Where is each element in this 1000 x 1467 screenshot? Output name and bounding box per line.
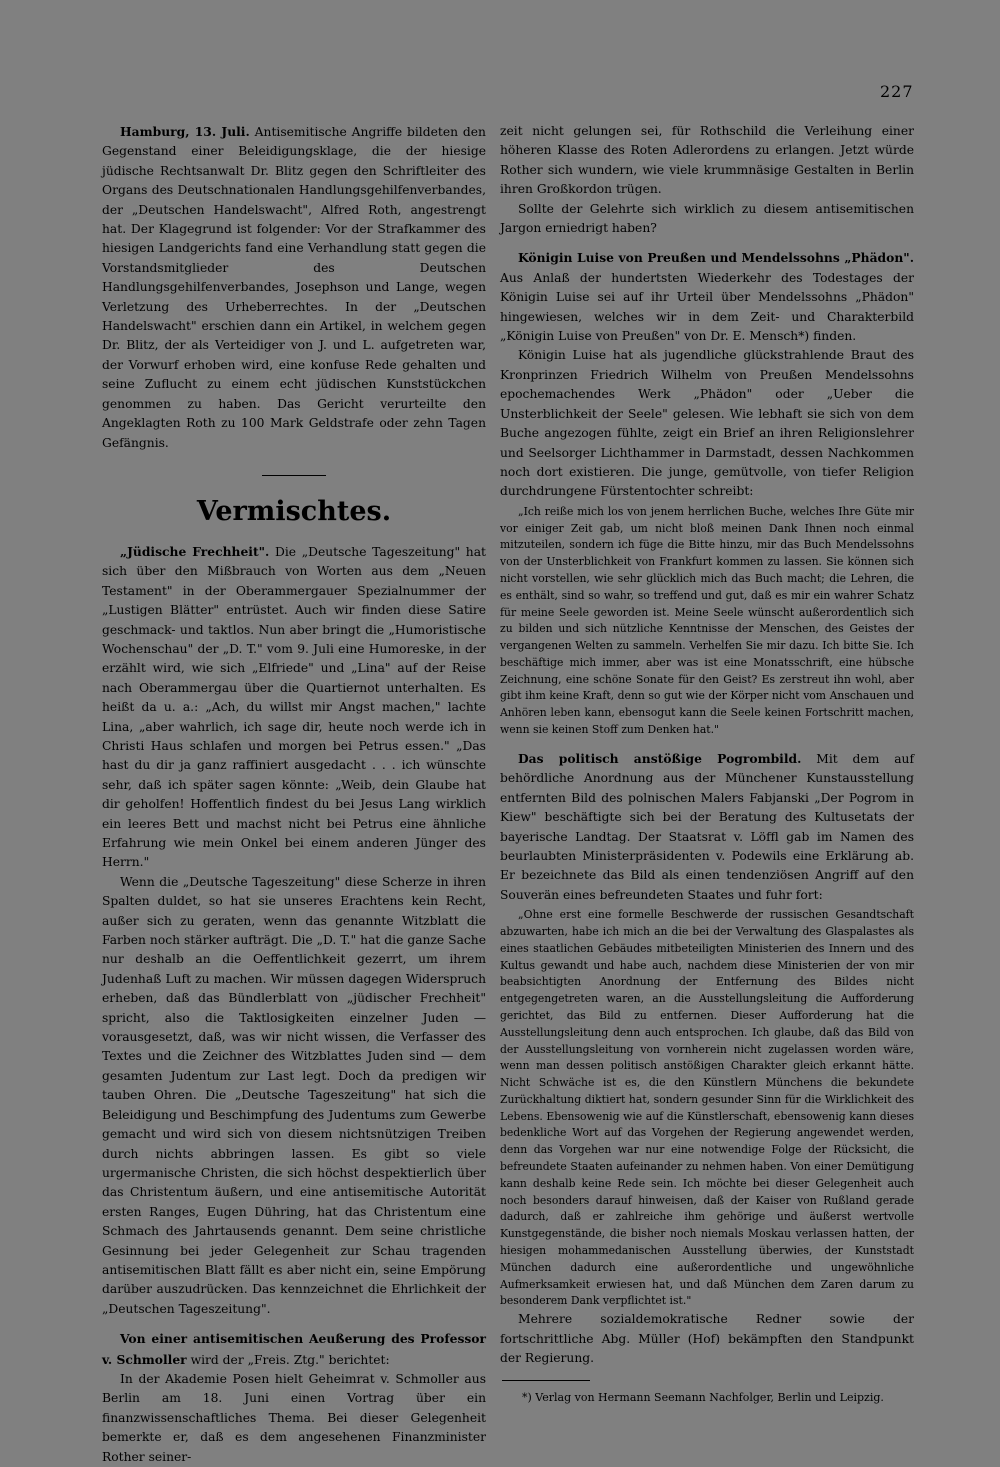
article-pogrom-p2: Mehrere sozialdemokratische Redner sowie der fortschrittliche Abg. Müller (Hof) bekämpften den Standpunkt der Regierung. xyxy=(500,1312,914,1366)
separator-rule xyxy=(262,475,326,476)
article-luise-quote: „Ich reiße mich los von jenem herrlichen Buche, welches Ihre Güte mir vor einiger Zeit gab, um nicht bloß meinen Dank Ihnen noch einmal mitzuteilen, sondern ich füge die Bitte hinzu, mir das Buch Mendelssohns von der Unsterblichkeit von Frankfurt kommen zu lassen. Sie können sich nicht vorstellen, wie sehr glücklich mich das Buch macht; die Lehren, die es enthält, sind so wahr, so treffend und gut, daß es mir ein wahrer Schatz für meine Seele geworden ist. Meine Seele wünscht außerordentlich sich zu bilden und sich nützliche Kenntnisse der Menschen, des Geistes der vergangenen Welten zu sammeln. Verhelfen Sie mir dazu. Ich bitte Sie. Ich beschäftige mich immer, aber was ist eine Monatsschrift, eine hübsche Zeichnung, eine schöne Sonate für den Geist? Es zerstreut ihn wohl, aber gibt ihm keine Kraft, denn so gut wie der Körper nicht vom Anschauen und Anhören leben kann, ebensogut kann die Seele keinen Fortschritt machen, wenn sie keinen Stoff zum Denken hat." xyxy=(500,504,914,737)
article-schmoller-p1: In der Akademie Posen hielt Geheimrat v. Schmoller aus Berlin am 18. Juni einen Vortrag über ein finanzwissenschaftliches Thema. Bei dieser Gelegenheit bemerkte er, daß es dem angesehenen Finanzminister Rother seiner- xyxy=(102,1371,486,1464)
article-schmoller xyxy=(102,1329,486,1370)
right-column xyxy=(500,122,914,1406)
article-pogrom-heading: Das politisch anstößige Pogrombild. xyxy=(518,750,802,766)
article-frechheit-heading: „Jüdische Frechheit". xyxy=(120,543,270,559)
article-hamburg-text: Antisemitische Angriffe bildeten den Gegenstand einer Beleidigungsklage, die der hiesige jüdische Rechtsanwalt Dr. Blitz gegen den Schriftleiter des Organs des Deutschnationalen Handlungsgehilfenverbandes, der „Deutschen Handelswacht", Alfred Roth, angestrengt hat. Der Klagegrund ist folgender: Vor der Strafkammer des hiesigen Landgerichts fand eine Verhandlung statt gegen die Vorstandsmitglieder des Deutschen Handlungsgehilfenverbandes, Josephson und Lange, wegen Verletzung des Urheberrechtes. In der „Deutschen Handelswacht" erschien dann ein Artikel, in welchem gegen Dr. Blitz, der als Verteidiger von J. und L. aufgetreten war, der Vorwurf erhoben wird, eine konfuse Rede gehalten und seine Zuflucht zu einem echt jüdischen Kunststückchen genommen zu haben. Das Gericht verurteilte den Angeklagten Roth zu 100 Mark Geldstrafe oder zehn Tagen Gefängnis. xyxy=(102,125,486,450)
article-pogrom xyxy=(500,749,914,905)
article-schmoller-continued: zeit nicht gelungen sei, für Rothschild die Verleihung einer höheren Klasse des Roten Adlerordens zu erlangen. Jetzt würde Rother sich wundern, wie viele krummnäsige Gestalten in Berlin ihren Großkordon trügen. xyxy=(500,124,914,197)
article-hamburg xyxy=(102,122,486,453)
article-schmoller-heading: Von einer antisemitischen Aeußerung des Professor v. Schmoller xyxy=(102,1331,486,1367)
article-frechheit-p2: Wenn die „Deutsche Tageszeitung" diese Scherze in ihren Spalten duldet, so hat sie unseres Erachtens kein Recht, außer sich zu geraten, wenn das genannte Witzblatt die Farben noch stärker aufträgt. Die „D. T." hat die ganze Sache nur deshalb an die Oeffentlichkeit gezerrt, um ihrem Judenhaß Luft zu machen. Wir müssen dagegen Widerspruch erheben, daß das Bündlerblatt von „jüdischer Frechheit" spricht, also die Taktlosigkeiten einzelner Juden — vorausgesetzt, daß, was wir nicht wissen, die Verfasser des Textes und die Zeichner des Witzblattes Juden sind — dem gesamten Judentum zur Last legt. Doch da predigen wir tauben Ohren. Die „Deutsche Tageszeitung" hat sich die Beleidigung und Beschimpfung des Judentums zum Gewerbe gemacht und wird sich von diesem nichtsnützigen Treiben durch nichts abbringen lassen. Es gibt so viele urgermanische Christen, die sich höchst despektierlich über das Christentum äußern, und eine antisemitische Autorität ersten Ranges, Eugen Dühring, hat das Christentum eine Schmach des Jahrtausends genannt. Dem seine christliche Gesinnung bei jeder Gelegenheit zur Schau tragenden antisemitischen Blatt fällt es aber nicht ein, seine Empörung darüber auszudrücken. Das kennzeichnet die Ehrlichkeit der „Deutschen Tageszeitung". xyxy=(102,874,486,1316)
article-pogrom-quote: „Ohne erst eine formelle Beschwerde der russischen Gesandtschaft abzuwarten, habe ich mich an die bei der Verwaltung des Glaspalastes als eines staatlichen Gebäudes mitbeteiligten Ministerien des Innern und des Kultus gewandt und habe auch, nachdem diese Ministerien der von mir beabsichtigten Anordnung der Entfernung des Bildes nicht entgegengetreten waren, an die Ausstellungsleitung die Aufforderung gerichtet, das Bild zu entfernen. Dieser Aufforderung hat die Ausstellungsleitung denn auch entsprochen. Ich glaube, daß das Bild von der Ausstellungsleitung von vornherein nicht zugelassen worden wäre, wenn man dessen politisch anstößigen Charakter gleich erkannt hätte. Nicht Schwäche ist es, die den Künstlern Münchens die bekundete Zurückhaltung diktiert hat, sondern gesunder Sinn für die Wirklichkeit des Lebens. Ebensowenig wie auf die Künstlerschaft, ebensowenig kann dieses bedenkliche Wort auf das Vorgehen der Regierung angewendet werden, denn das Vorgehen war nur eine notwendige Folge der Rücksicht, die befreundete Staaten aufeinander zu nehmen haben. Von einer Demütigung kann deshalb keine Rede sein. Ich möchte bei dieser Gelegenheit auch noch besonders darauf hinweisen, daß der Kaiser von Rußland gerade dadurch, daß er zahlreiche ihm gehörige und äußerst wertvolle Kunstgegenstände, die bisher noch niemals Moskau verlassen hatten, der hiesigen mohammedanischen Ausstellung überwies, der Kunststadt München dadurch eine außerordentliche und ungewöhnliche Aufmerksamkeit erwiesen hat, und daß München dem Zaren darum zu besonderem Dank verpflichtet ist." xyxy=(500,908,914,1308)
article-pogrom-p1: Mit dem auf behördliche Anordnung aus der Münchener Kunstausstellung entfernten Bild des polnischen Malers Fabjanski „Der Pogrom in Kiew" beschäftigte sich bei der Beratung des Kultusetats der bayerische Landtag. Der Staatsrat v. Löffl gab im Namen des beurlaubten Ministerpräsidenten v. Podewils eine Erklärung ab. Er bezeichnete das Bild als einen tendenziösen Angriff auf den Souverän eines befreundeten Staates und fuhr fort: xyxy=(500,751,914,902)
article-schmoller-question: Sollte der Gelehrte sich wirklich zu diesem antisemitischen Jargon erniedrigt haben? xyxy=(500,201,914,236)
article-hamburg-heading: Hamburg, 13. Juli. xyxy=(120,124,250,139)
section-title: Vermischtes. xyxy=(196,495,392,527)
footnote: *) Verlag von Hermann Seemann Nachfolger, Berlin und Leipzig. xyxy=(522,1391,884,1405)
left-column xyxy=(102,122,486,1467)
article-luise-heading: Königin Luise von Preußen und Mendelssohns „Phädon". xyxy=(518,250,914,266)
article-frechheit-p1: Die „Deutsche Tageszeitung" hat sich über den Mißbrauch von Worten aus dem „Neuen Testament" in der Oberammergauer Spezialnummer der „Lustigen Blätter" entrüstet. Auch wir finden diese Satire geschmack- und taktlos. Nun aber bringt die „Humoristische Wochenschau" der „D. T." vom 9. Juli eine Humoreske, in der erzählt wird, wie sich „Elfriede" und „Lina" auf der Reise nach Oberammergau über die Quartiernot unterhalten. Es heißt da u. a.: „Ach, du willst mir Angst machen," lachte Lina, „aber wahrlich, ich sage dir, heute noch werde ich in Christi Haus schlafen und morgen bei Petrus essen." „Das hast du dir ja ganz raffiniert ausgedacht . . . ich wünschte sehr, daß ich später sagen könnte: „Weib, dein Glaube hat dir geholfen! Hoffentlich findest du bei Jesus Lang wirklich ein leeres Bett und machst nicht bei Petrus eine ähnliche Erfahrung wie mein Onkel bei einem anderen Jünger des Herrn." xyxy=(102,544,486,870)
article-frechheit xyxy=(102,542,486,873)
article-luise-p2: Königin Luise hat als jugendliche glückstrahlende Braut des Kronprinzen Friedrich Wilhelm von Preußen Mendelssohns epochemachendes Werk „Phädon" oder „Ueber die Unsterblichkeit der Seele" gelesen. Wie lebhaft sie sich von dem Buche angezogen fühlte, zeigt ein Brief an ihren Religionslehrer und Seelsorger Lichthammer in Darmstadt, dessen Nachkommen noch dort existieren. Die junge, gemütvolle, von tiefer Religion durchdrungene Fürstentochter schreibt: xyxy=(500,348,914,499)
footnote-rule xyxy=(502,1380,590,1381)
article-luise xyxy=(500,248,914,346)
article-schmoller-intro: wird der „Freis. Ztg." berichtet: xyxy=(190,1352,390,1367)
page-number: 227 xyxy=(880,82,914,101)
article-luise-p1: Aus Anlaß der hundertsten Wiederkehr des Todestages der Königin Luise sei auf ihr Urteil über Mendelssohns „Phädon" hingewiesen, welches wir in dem Zeit- und Charakterbild „Königin Luise von Preußen" von Dr. E. Mensch*) finden. xyxy=(500,270,914,344)
